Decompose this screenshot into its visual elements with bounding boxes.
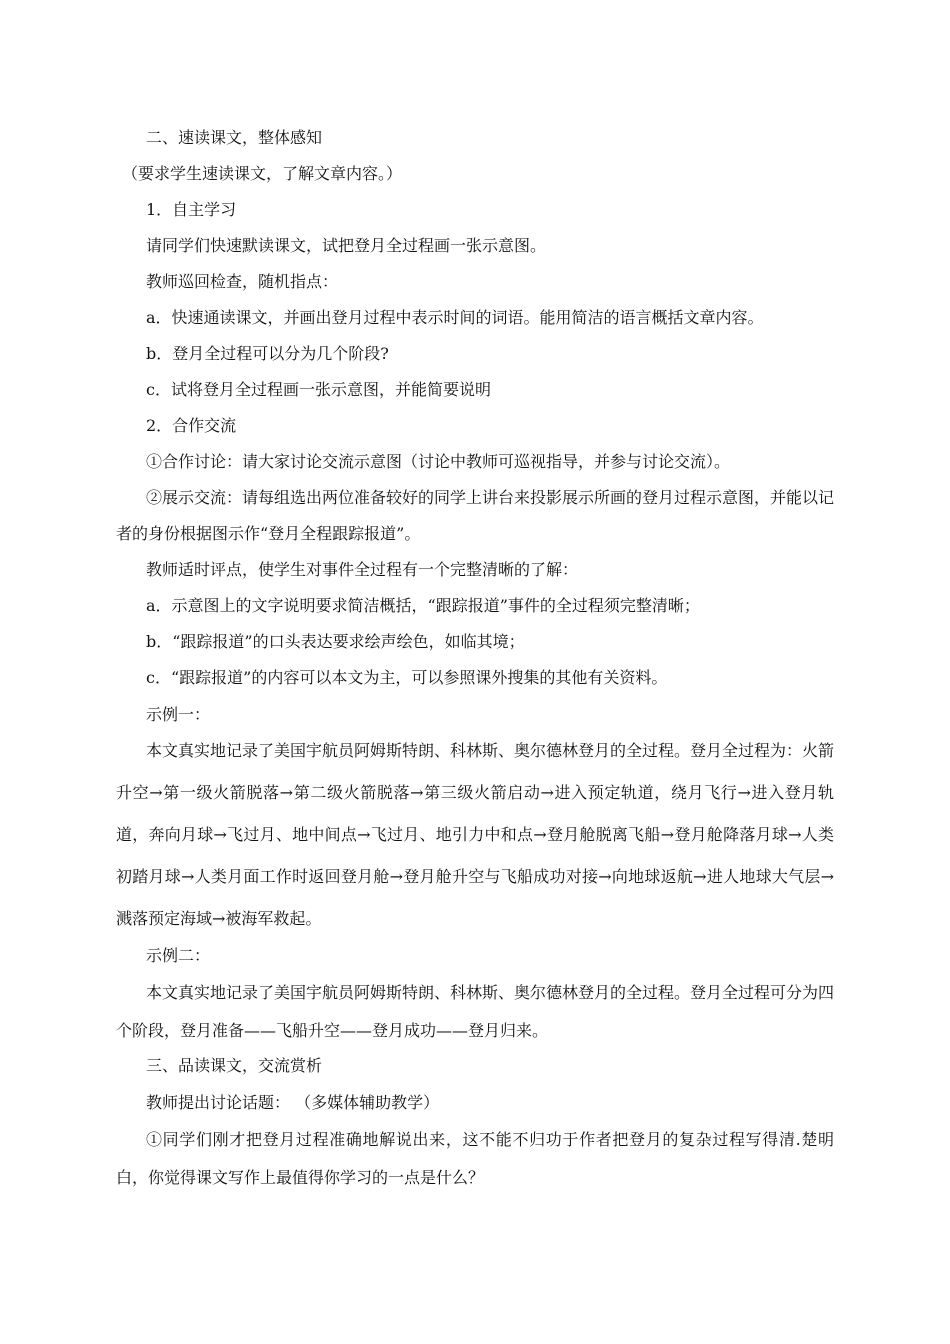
- paragraph: 教师适时评点，使学生对事件全过程有一个完整清晰的了解：: [146, 560, 579, 579]
- list-item: a．快速通读课文，并画出登月过程中表示时间的词语。能用简洁的语言概括文章内容。: [146, 308, 764, 327]
- subheading-cooperation: 2．合作交流: [146, 416, 237, 435]
- paragraph: ②展示交流：请每组选出两位准备较好的同学上讲台来投影展示所画的登月过程示意图，并能以记者的身份根据图示作“登月全程跟踪报道”。: [116, 488, 835, 543]
- example-text-2: 本文真实地记录了美国宇航员阿姆斯特朗、科林斯、奥尔德林登月的全过程。登月全过程可分为四个阶段，登月准备——飞船升空——登月成功——登月归来。: [116, 983, 835, 1040]
- paragraph: 请同学们快速默读课文，试把登月全过程画一张示意图。: [146, 236, 547, 255]
- paragraph: 教师巡回检查，随机指点：: [146, 272, 339, 291]
- paragraph: 教师提出讨论话题： （多媒体辅助教学）: [146, 1093, 440, 1112]
- subheading-self-study: 1．自主学习: [146, 200, 237, 219]
- list-item: c．试将登月全过程画一张示意图，并能简要说明: [146, 380, 491, 399]
- example-text-1: 本文真实地记录了美国宇航员阿姆斯特朗、科林斯、奥尔德林登月的全过程。登月全过程为：火箭升空→第一级火箭脱落→第二级火箭脱落→第三级火箭启动→进入预定轨道，绕月飞行→进入登月轨道，奔向月球→飞过月、地中间点→飞过月、地引力中和点→登月舱脱离飞船→登月舱降落月球→人类初踏月球→人类月面工作时返回登月舱→登月舱升空与飞船成功对接→向地球返航→进人地球大气层→溅落预定海域→被海军救起。: [116, 741, 835, 928]
- paragraph: ①同学们刚才把登月过程准确地解说出来，这不能不归功于作者把登月的复杂过程写得清.楚明白，你觉得课文写作上最值得你学习的一点是什么？: [116, 1130, 834, 1187]
- example-label-1: 示例一：: [146, 705, 211, 724]
- list-item: a．示意图上的文字说明要求简洁概括，“跟踪报道”事件的全过程须完整清晰；: [146, 596, 700, 615]
- list-item: b．登月全过程可以分为几个阶段?: [146, 344, 389, 363]
- paragraph: ①合作讨论：请大家讨论交流示意图（讨论中教师可巡视指导，并参与讨论交流）。: [146, 452, 731, 471]
- example-label-2: 示例二：: [146, 946, 211, 965]
- list-item: b．“跟踪报道”的口头表达要求绘声绘色，如临其境；: [146, 632, 525, 651]
- list-item: c．“跟踪报道”的内容可以本文为主，可以参照课外搜集的其他有关资料。: [146, 668, 668, 687]
- section-heading-2: 二、速读课文，整体感知: [146, 128, 323, 147]
- section-heading-3: 三、品读课文，交流赏析: [146, 1056, 323, 1075]
- paragraph: （要求学生速读课文，了解文章内容。）: [122, 164, 403, 183]
